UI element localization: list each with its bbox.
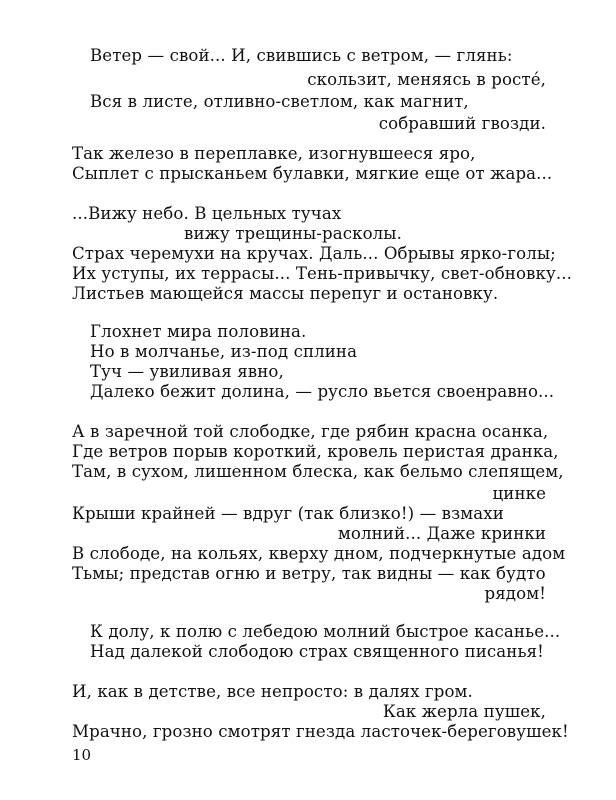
- poem-line: Их уступы, их террасы... Тень-привычку, свет-обновку...: [72, 264, 572, 283]
- poem-line: Крыши крайней — вдруг (так близко!) — взмахи: [72, 504, 504, 523]
- poem-line: Глохнет мира половина.: [90, 322, 307, 341]
- poem-line: К долу, к полю с лебедою молний быстрое касанье...: [90, 622, 561, 641]
- poem-line: Тьмы; представ огню и ветру, так видны — как будто: [72, 564, 546, 583]
- poem-line: собравший гвозди.: [378, 114, 546, 133]
- poem-line: вижу трещины-расколы.: [184, 224, 402, 243]
- poem-line: Там, в сухом, лишенном блеска, как бельмо слепящем,: [72, 462, 564, 481]
- poem-line: Но в молчанье, из-под сплина: [90, 342, 358, 361]
- poem-line: И, как в детстве, все непросто: в далях гром.: [72, 682, 473, 701]
- poem-line: А в заречной той слободке, где рябин красна осанка,: [72, 422, 549, 441]
- poem-line: Над далекой слободою страх священного писанья!: [90, 642, 544, 661]
- poem-line: Туч — увиливая явно,: [90, 362, 284, 381]
- poem-line: Далеко бежит долина, — русло вьется своенравно...: [90, 382, 555, 401]
- poem-line: В слободе, на кольях, кверху дном, подчеркнутые адом: [72, 544, 566, 563]
- poem-line: Где ветров порыв короткий, кровель перистая дранка,: [72, 442, 559, 461]
- poem-line: Листьев мающейся массы перепуг и остановку.: [72, 284, 499, 303]
- poem-line: Мрачно, грозно смотрят гнезда ласточек-береговушек!: [72, 722, 569, 741]
- poem-line: Так железо в переплавке, изогнувшееся яро,: [72, 144, 476, 163]
- poem-line: Ветер — свой... И, свившись с ветром, — глянь:: [90, 46, 513, 65]
- page-number: 10: [72, 746, 92, 764]
- poem-line: Страх черемухи на кручах. Даль... Обрывы ярко-голы;: [72, 244, 556, 263]
- poem-line: Вся в листе, отливно-светлом, как магнит,: [90, 92, 469, 111]
- poem-line: Сыплет с прысканьем булавки, мягкие еще от жара...: [72, 164, 553, 183]
- poem-line: рядом!: [484, 584, 546, 603]
- poem-line: Как жерла пушек,: [382, 702, 546, 721]
- poem-line: ...Вижу небо. В цельных тучах: [72, 204, 342, 223]
- poem-line: цинке: [492, 484, 546, 503]
- poem-line: скользит, меняясь в росте́,: [307, 70, 546, 89]
- poem-line: молний... Даже кринки: [337, 524, 546, 543]
